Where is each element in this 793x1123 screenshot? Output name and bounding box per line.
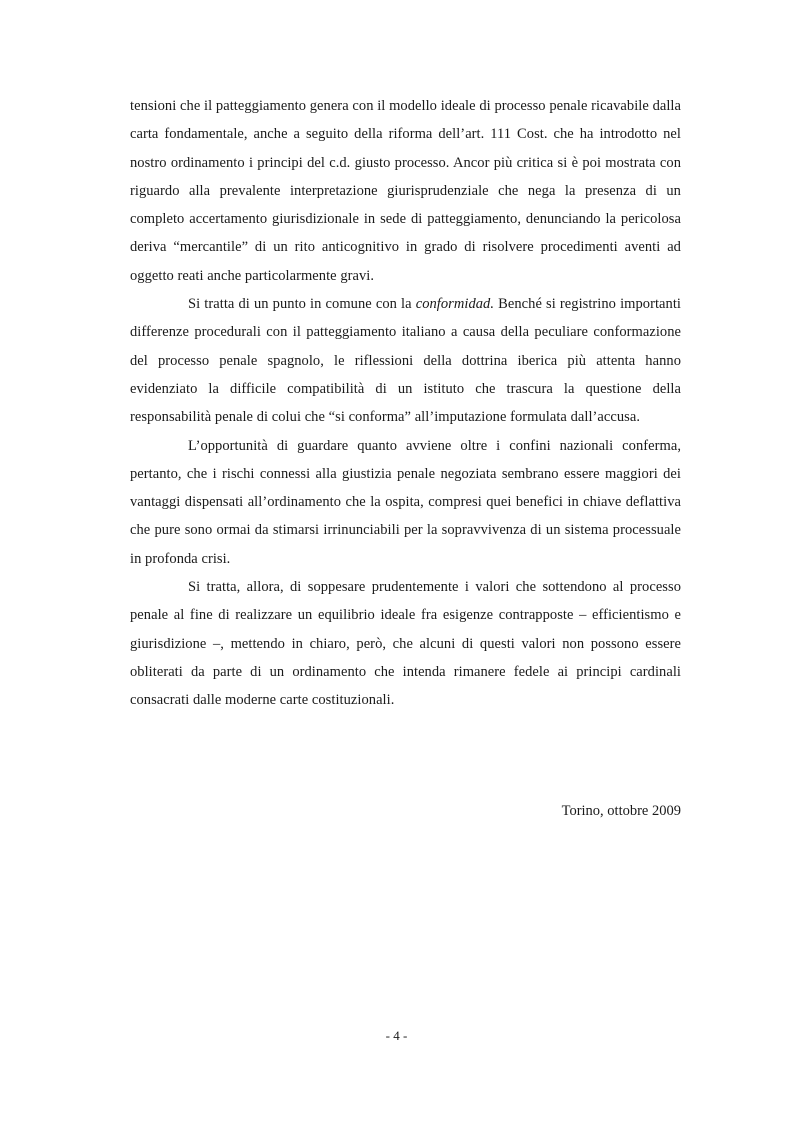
paragraph-2-italic-term: conformidad. [415, 296, 495, 313]
document-body [130, 92, 681, 715]
paragraph-4 [130, 573, 681, 714]
paragraph-1 [130, 92, 681, 290]
paragraph-3-text: L’opportunità di guardare quanto avviene oltre i confini nazionali conferma, pertanto, che i rischi connessi alla giustizia penale negoziata sembrano essere maggiori dei vantaggi dispensati all’ordinamento che la ospita, compresi quei benefici in chiave deflattiva che pure sono ormai da stimarsi irrinunciabili per la sopravvivenza di un sistema processuale in profonda crisi. [130, 437, 681, 567]
paragraph-3 [130, 432, 681, 573]
paragraph-2 [130, 290, 681, 431]
paragraph-2-text-end: Benché si registrino importanti differenze procedurali con il patteggiamento italiano a causa della peculiare conformazione del processo penale spagnolo, le riflessioni della dottrina iberica più attenta hanno evidenziato la difficile compatibilità di un istituto che trascura la questione della responsabilità penale di colui che “si conforma” all’imputazione formulata dall’accusa. [130, 296, 681, 426]
paragraph-4-text: Si tratta, allora, di soppesare prudentemente i valori che sottendono al processo penale al fine di realizzare un equilibrio ideale fra esigenze contrapposte – efficientismo e giurisdizione –, mettendo in chiaro, però, che alcuni di questi valori non possono essere obliterati da parte di un ordinamento che intenda rimanere fedele ai principi cardinali consacrati dalle moderne carte costituzionali. [130, 579, 681, 709]
paragraph-2-text-start: Si tratta di un punto in comune con la [188, 296, 416, 313]
page-number: - 4 - [385, 1028, 408, 1043]
paragraph-1-text: tensioni che il patteggiamento genera con il modello ideale di processo penale ricavabile dalla carta fondamentale, anche a seguito della riforma dell’art. 111 Cost. che ha introdotto nel nostro ordinamento i principi del c.d. giusto processo. Ancor più critica si è poi mostrata con riguardo alla prevalente interpretazione giurisprudenziale che nega la presenza di un completo accertamento giurisdizionale in sede di patteggiamento, denunciando la pericolosa deriva “mercantile” di un rito anticognitivo in grado di risolvere procedimenti aventi ad oggetto reati anche particolarmente gravi. [130, 98, 681, 284]
signature-line: Torino, ottobre 2009 [561, 803, 681, 819]
